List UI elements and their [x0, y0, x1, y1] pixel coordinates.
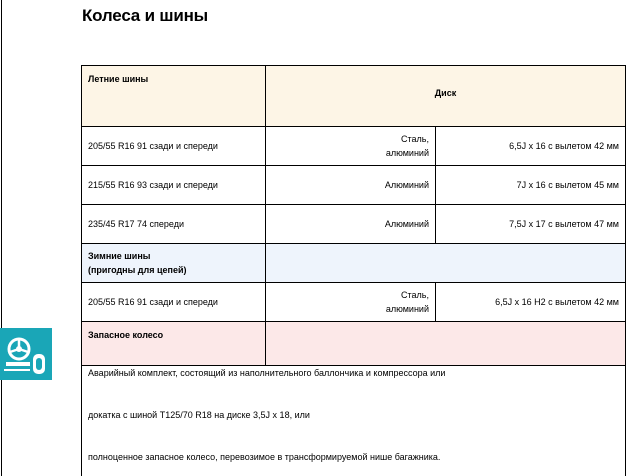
summer-tires-label: Летние шины	[82, 66, 266, 127]
table-row	[82, 205, 626, 244]
disk-spec-cell: 6,5J x 16 с вылетом 42 мм	[436, 127, 626, 166]
spare-header-row	[82, 322, 626, 366]
winter-header-row	[82, 244, 626, 283]
spare-wheel-label: Запасное колесо	[82, 322, 266, 366]
tire-size-cell: 205/55 R16 91 сзади и спереди	[82, 127, 266, 166]
tire-size-cell: 235/45 R17 74 спереди	[82, 205, 266, 244]
winter-tires-label: Зимние шины (пригодны для цепей)	[82, 244, 266, 283]
spare-header-empty	[266, 322, 626, 366]
spare-notes-row	[82, 366, 626, 476]
steering-wheel-and-tire-icon	[0, 328, 52, 380]
spare-note: докатка с шиной T125/70 R18 на диске 3,5J x 18, или	[88, 410, 310, 420]
tire-size-cell: 205/55 R16 91 сзади и спереди	[82, 283, 266, 322]
disk-material-cell: Сталь, алюминий	[266, 283, 436, 322]
disk-spec-cell: 7J x 16 с вылетом 45 мм	[436, 166, 626, 205]
disk-header: Диск	[266, 66, 626, 127]
disk-spec-cell: 7,5J x 17 с вылетом 47 мм	[436, 205, 626, 244]
spare-notes-cell	[82, 366, 626, 476]
spare-note: полноценное запасное колесо, перевозимое в трансформируемой нише багажника.	[88, 452, 441, 462]
wheel-tire-glyph	[0, 328, 52, 380]
page-title: Колеса и шины	[82, 6, 208, 25]
disk-material-cell: Сталь, алюминий	[266, 127, 436, 166]
tire-size-cell: 215/55 R16 93 сзади и спереди	[82, 166, 266, 205]
summer-header-row	[82, 66, 626, 127]
disk-material-cell: Алюминий	[266, 205, 436, 244]
winter-header-empty	[266, 244, 626, 283]
table-row	[82, 166, 626, 205]
disk-spec-cell: 6,5J x 16 H2 с вылетом 42 мм	[436, 283, 626, 322]
disk-material-cell: Алюминий	[266, 166, 436, 205]
table-row	[82, 283, 626, 322]
wheels-tires-table	[81, 65, 626, 476]
left-margin-rule	[1, 0, 2, 476]
spare-note: Аварийный комплект, состоящий из наполнительного баллончика и компрессора или	[88, 368, 446, 378]
table-row	[82, 127, 626, 166]
